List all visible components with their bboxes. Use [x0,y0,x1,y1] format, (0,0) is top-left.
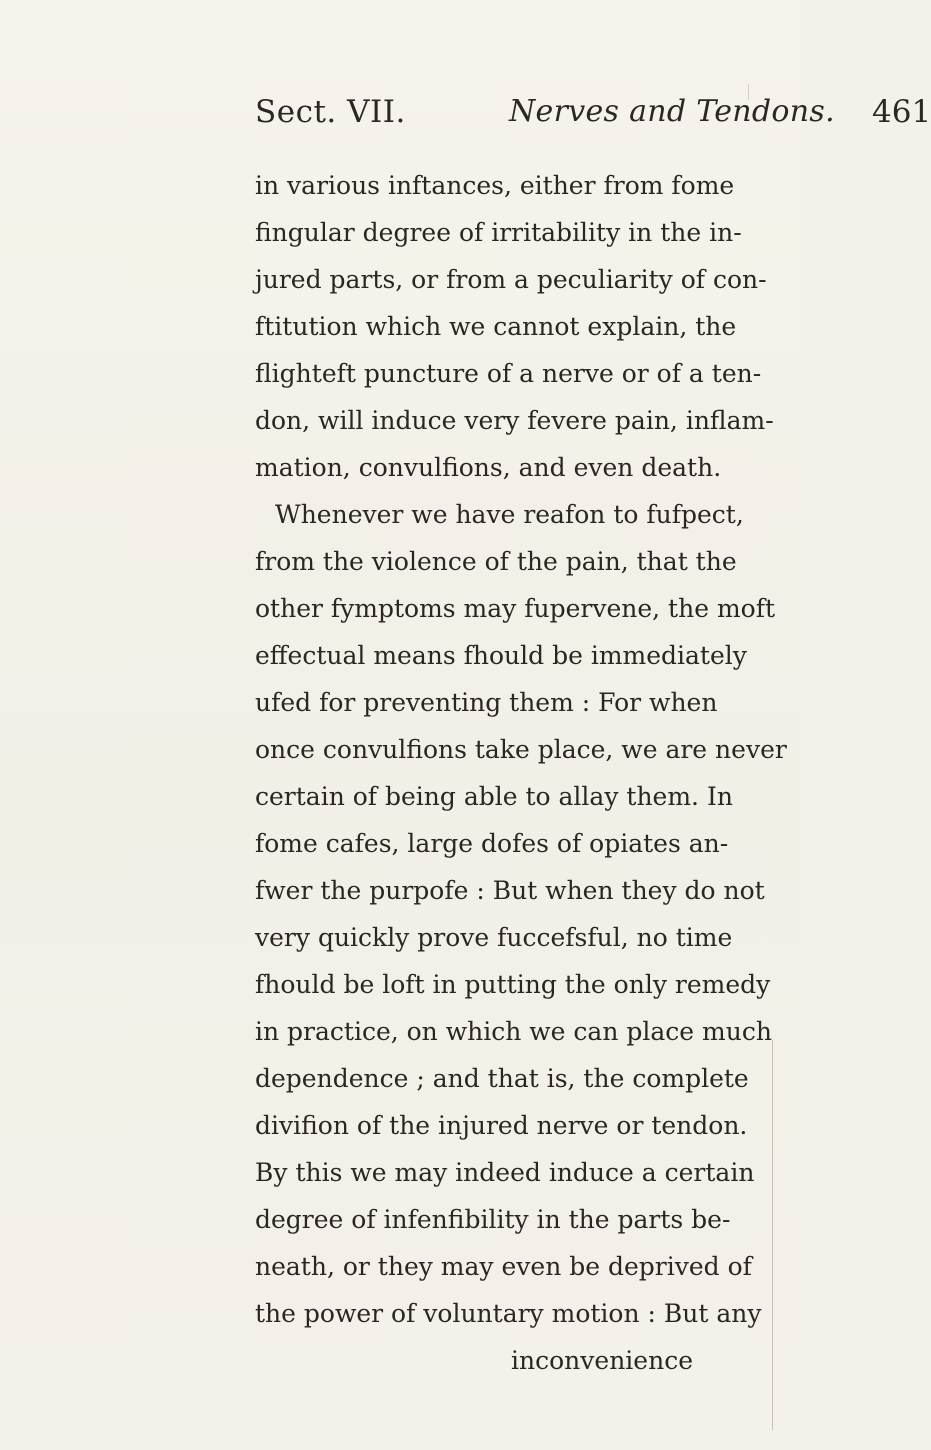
text-line-11: effectual means fhould be immediately [255,641,747,670]
text-line-15: fome cafes, large dofes of opiates an- [255,829,729,858]
text-line-3: jured parts, or from a peculiarity of con- [255,265,767,294]
text-line-24: neath, or they may even be deprived of [255,1252,752,1281]
page-text [255,162,787,1384]
page-number: 461 [872,94,931,130]
text-line-4: ftitution which we cannot explain, the [255,312,737,341]
catchword: inconvenience [511,1346,693,1375]
text-line-5: flighteft puncture of a nerve or of a ten- [255,359,762,388]
running-title: Nerves and Tendons. [509,94,835,129]
page-edge-line [772,1040,773,1430]
text-line-20: dependence ; and that is, the complete [255,1064,749,1093]
text-line-8: Whenever we have reafon to fufpect, [275,500,744,529]
text-line-13: once convulfions take place, we are never [255,735,787,764]
section-label: Sect. VII. [255,94,406,130]
text-line-25: the power of voluntary motion : But any [255,1299,762,1328]
text-line-21: divifion of the injured nerve or tendon. [255,1111,748,1140]
running-header [255,88,931,136]
text-line-16: fwer the purpofe : But when they do not [255,876,765,905]
text-line-17: very quickly prove fuccefsful, no time [255,923,733,952]
text-line-9: from the violence of the pain, that the [255,547,737,576]
text-line-22: By this we may indeed induce a certain [255,1158,755,1187]
text-line-14: certain of being able to allay them. In [255,782,733,811]
text-line-19: in practice, on which we can place much [255,1017,772,1046]
text-line-1: in various inftances, either from fome [255,171,735,200]
text-line-7: mation, convulfions, and even death. [255,453,722,482]
text-line-10: other fymptoms may fupervene, the moft [255,594,775,623]
text-line-23: degree of infenfibility in the parts be- [255,1205,731,1234]
text-line-2: fingular degree of irritability in the in- [255,218,742,247]
text-line-18: fhould be loft in putting the only remedy [255,970,771,999]
text-line-12: ufed for preventing them : For when [255,688,718,717]
text-line-6: don, will induce very fevere pain, inflam- [255,406,774,435]
